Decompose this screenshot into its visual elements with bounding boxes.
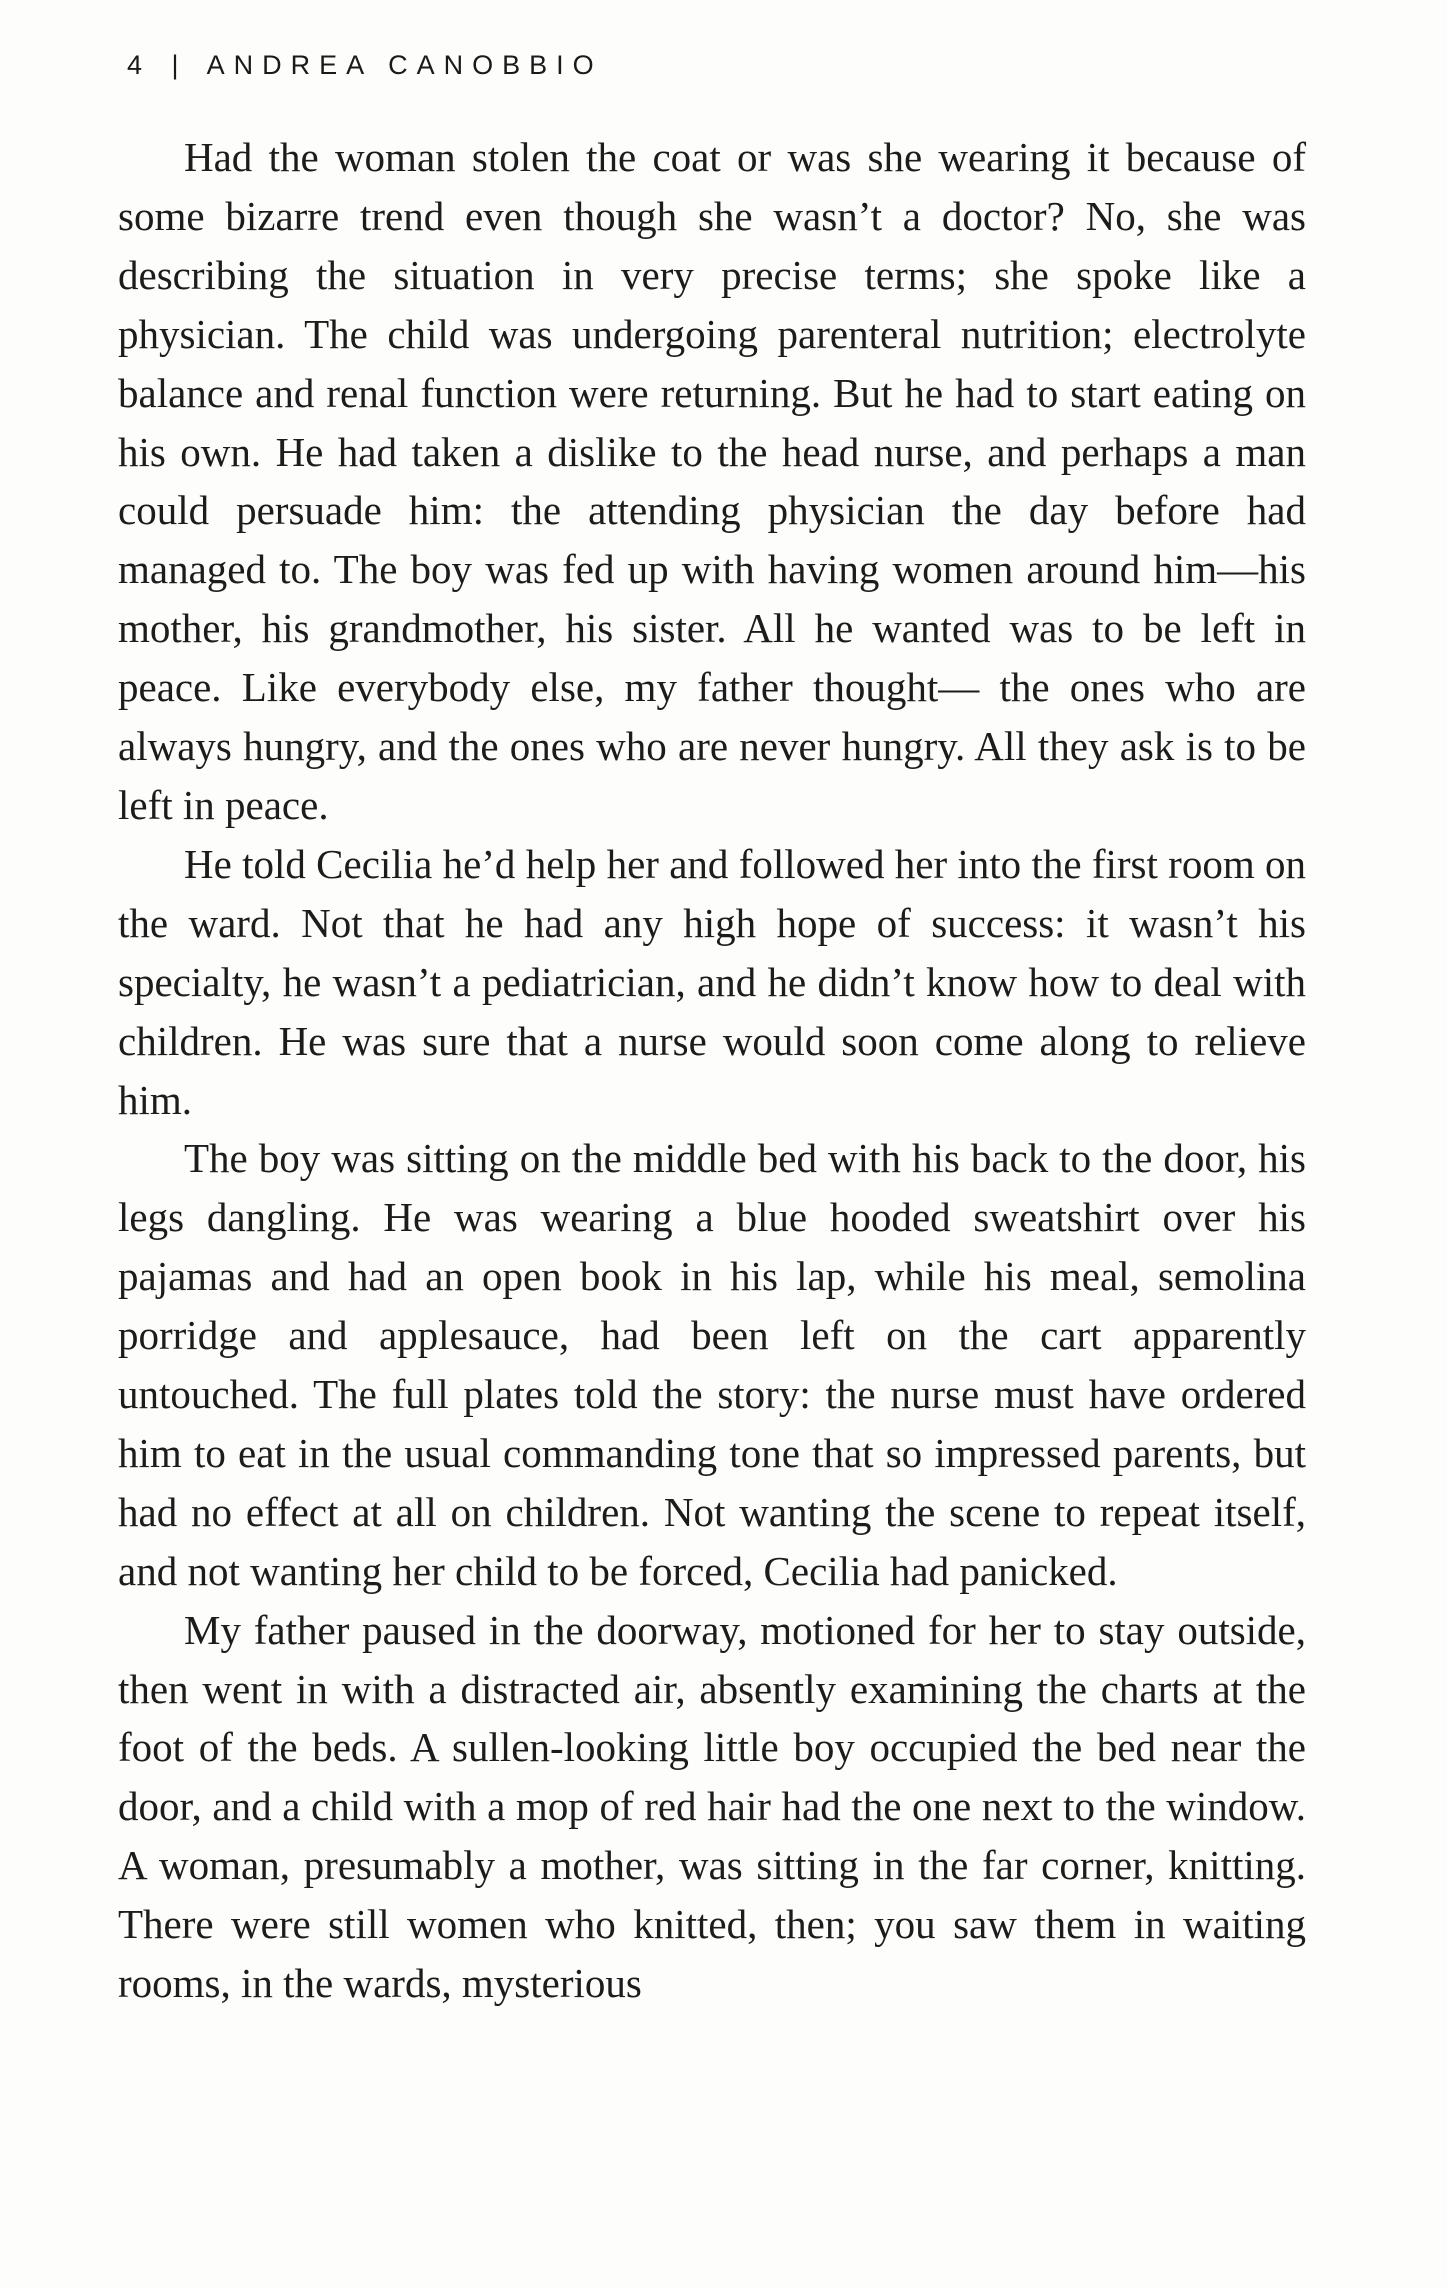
author-name: ANDREA CANOBBIO	[206, 50, 603, 80]
page-number: 4	[127, 50, 152, 80]
paragraph: The boy was sitting on the middle bed with his back to the door, his legs dangling. He was wearing a blue hooded sweatshirt over his pajamas and had an open book in his lap, while his meal, semolina porridge and applesauce, had been left on the cart apparently untouched. The full plates told the story: the nurse must have ordered him to eat in the usual commanding tone that so impressed parents, but had no effect at all on children. Not wanting the scene to repeat itself, and not wanting her child to be forced, Cecilia had panicked.	[118, 1135, 1306, 1594]
header-separator: |	[171, 50, 188, 80]
paragraph: He told Cecilia he’d help her and followed her into the first room on the ward. Not that he had any high hope of success: it wasn’t his specialty, he wasn’t a pediatrician, and he didn’t know how to deal with children. He was sure that a nurse would soon come along to relieve him.	[118, 840, 1306, 1123]
paragraph: Had the woman stolen the coat or was she wearing it because of some bizarre trend even though she wasn’t a doctor? No, she was describing the situation in very precise terms; she spoke like a physician. The child was undergoing parenteral nutrition; electrolyte balance and renal function were returning. But he had to start eating on his own. He had taken a dislike to the head nurse, and perhaps a man could persuade him: the attending physician the day before had managed to. The boy was fed up with having women around him—his mother, his grandmother, his sister. All he wanted was to be left in peace. Like everybody else, my father thought— the ones who are always hungry, and the ones who are never hungry. All they ask is to be left in peace.	[118, 134, 1306, 828]
paragraph: My father paused in the doorway, motioned for her to stay outside, then went in with a distracted air, absently examining the charts at the foot of the beds. A sullen-looking little boy occupied the bed near the door, and a child with a mop of red hair had the one next to the window. A woman, presumably a mother, was sitting in the far corner, knitting. There were still women who knitted, then; you saw them in waiting rooms, in the wards, mysterious	[118, 1606, 1306, 2007]
body-text	[118, 128, 1306, 2013]
running-head	[127, 50, 603, 81]
